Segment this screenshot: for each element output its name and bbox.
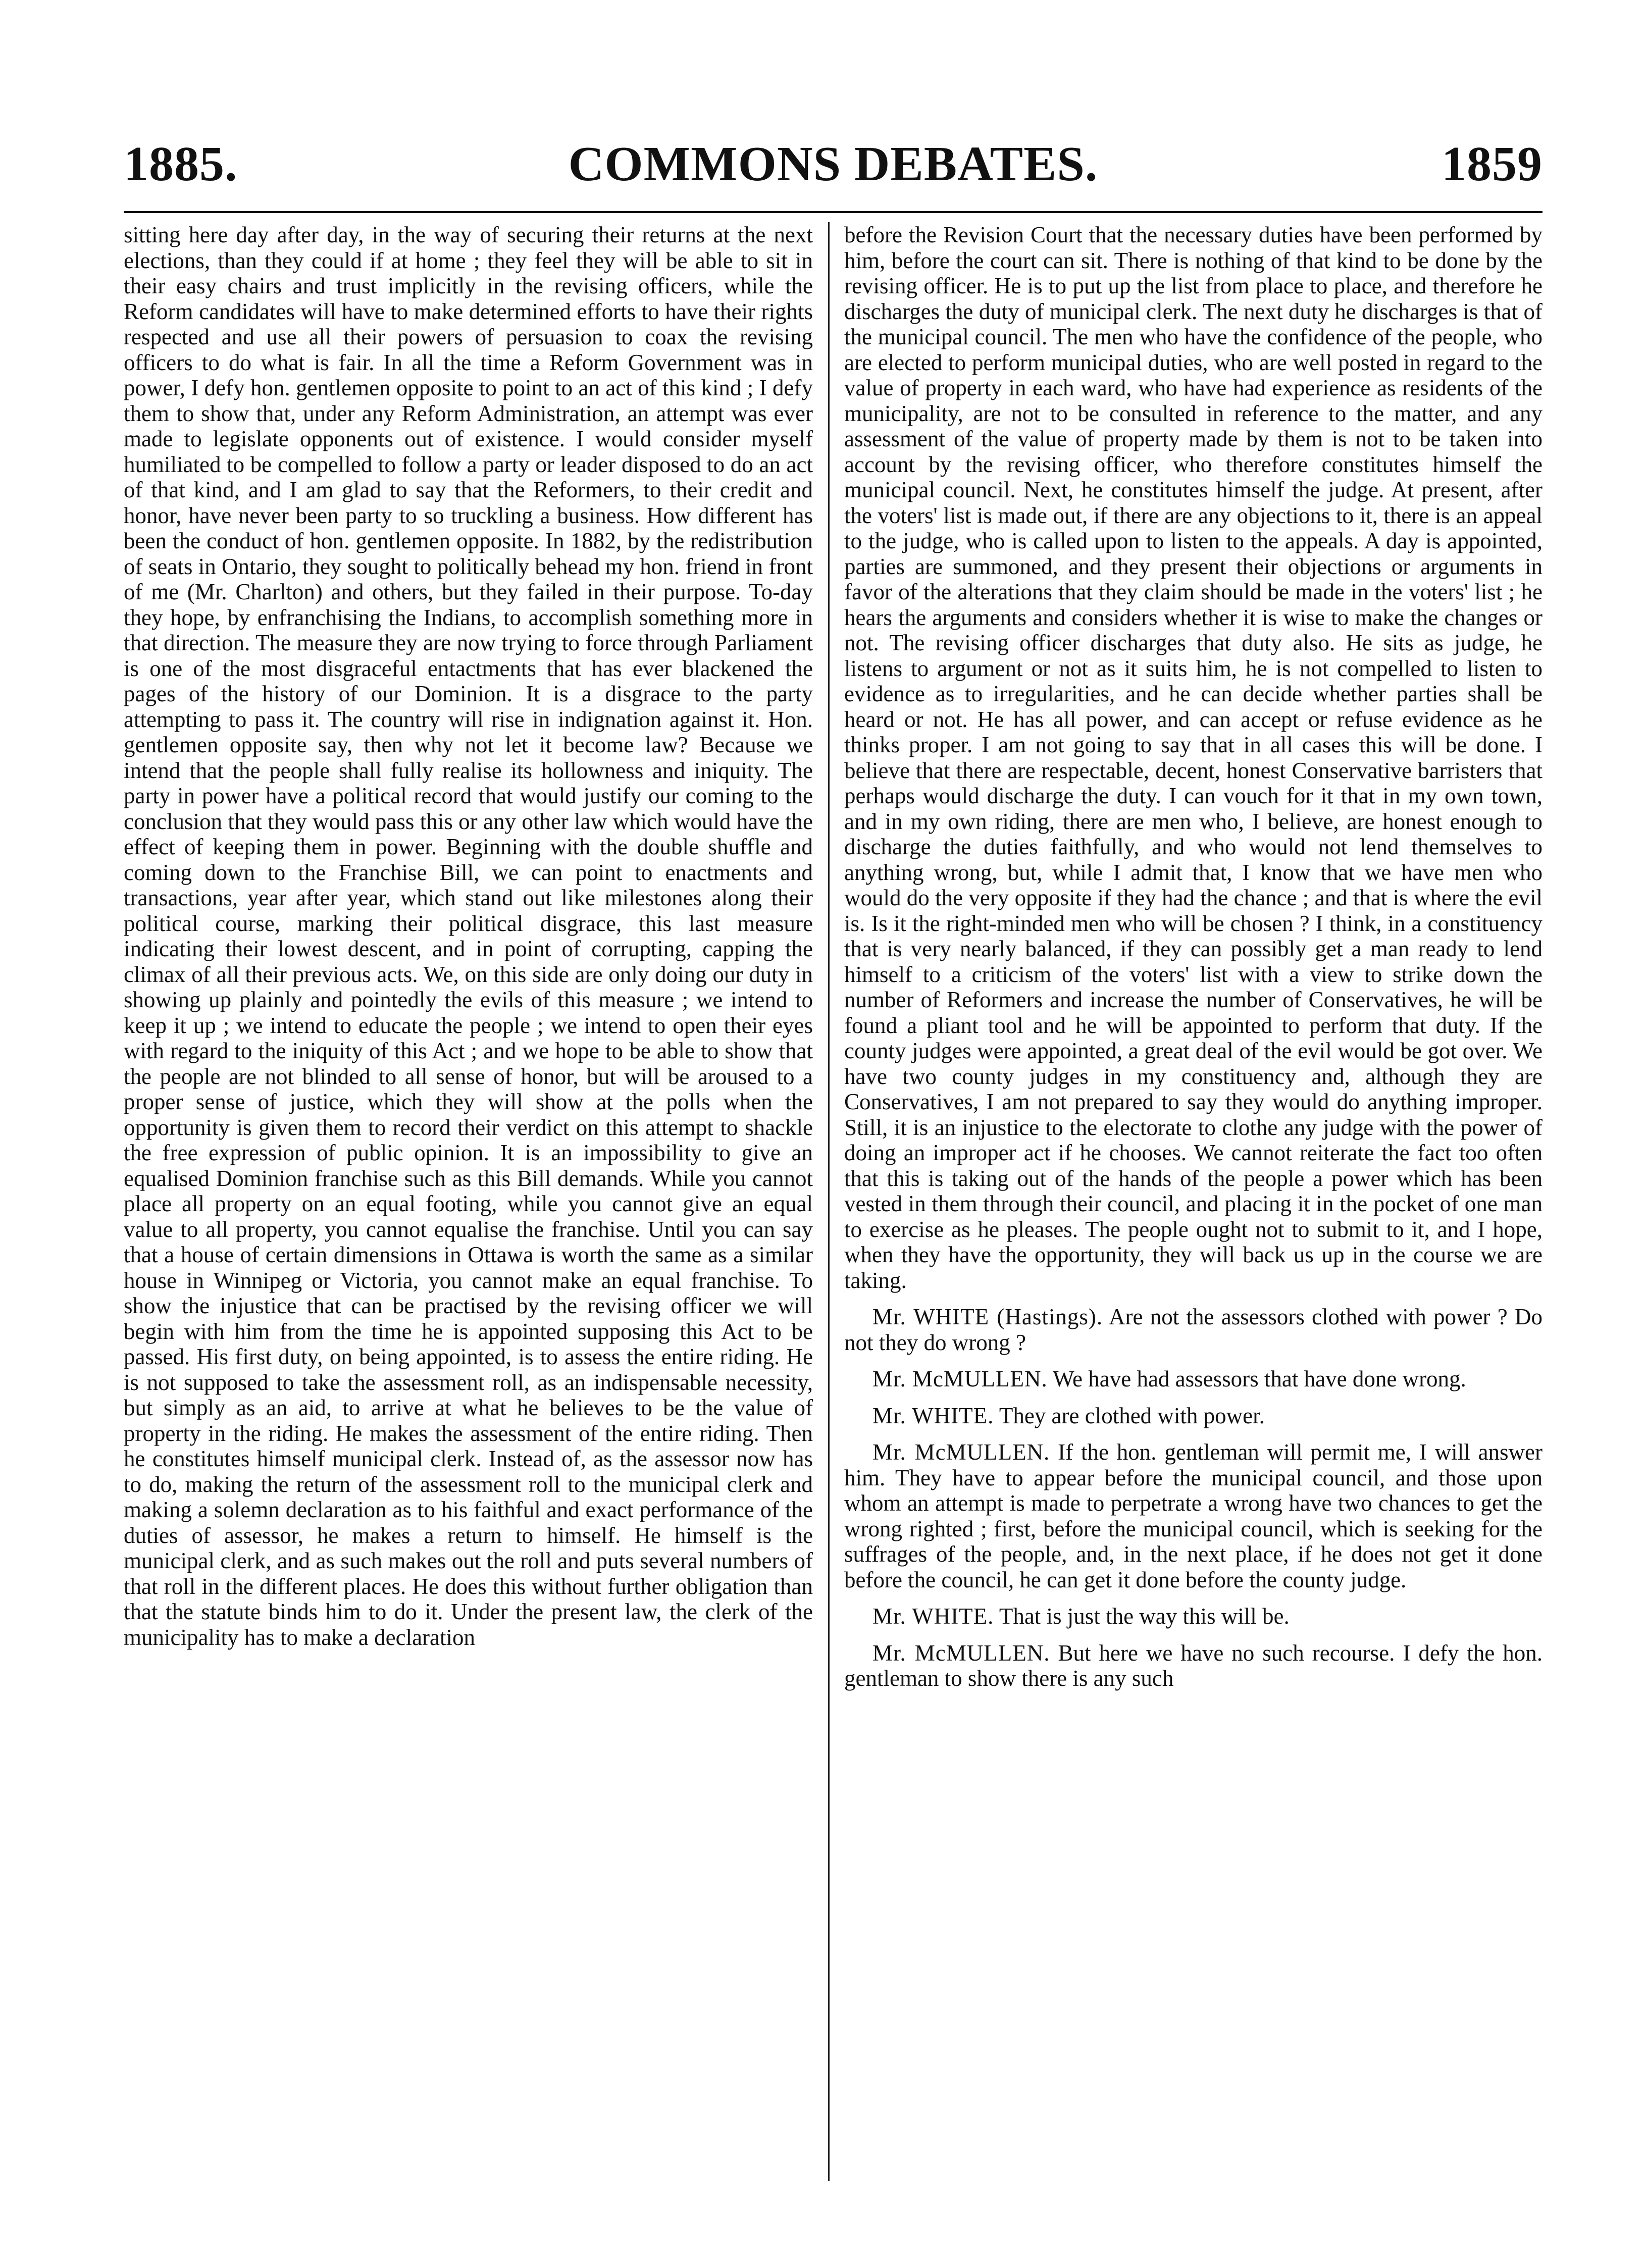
- left-paragraph: sitting here day after day, in the way of securing their returns at the next elections, than they could if at home ; they feel they will be able to sit in their easy chairs and trust implicitly in the revising officers, while the Reform candidates will have to make determined efforts to have their rights respected and use all their powers of persuasion to coax the revising officers to do what is fair. In all the time a Reform Government was in power, I defy hon. gentlemen opposite to point to an act of this kind ; I defy them to show that, under any Reform Administration, an attempt was ever made to legislate opponents out of existence. I would consider myself humiliated to be compelled to follow a party or leader disposed to do an act of that kind, and I am glad to say that the Reformers, to their credit and honor, have never been party to so truckling a business. How different has been the conduct of hon. gentlemen opposite. In 1882, by the redistribution of seats in Ontario, they sought to politically behead my hon. friend in front of me (Mr. Charlton) and others, but they failed in their purpose. To-day they hope, by enfranchising the Indians, to accomplish something more in that direction. The measure they are now trying to force through Parliament is one of the most disgraceful entactments that has ever blackened the pages of the history of our Dominion. It is a disgrace to the party attempting to pass it. The country will rise in indignation against it. Hon. gentlemen opposite say, then why not let it become law? Because we intend that the people shall fully realise its hollowness and iniquity. The party in power have a political record that would justify our coming to the conclusion that they would pass this or any other law which would have the effect of keeping them in power. Beginning with the double shuffle and coming down to the Franchise Bill, we can point to enactments and transactions, year after year, which stand out like milestones along their political course, marking their political disgrace, this last measure indicating their lowest descent, and in point of corrupting, capping the climax of all their previous acts. We, on this side are only doing our duty in showing up plainly and pointedly the evils of this measure ; we intend to keep it up ; we intend to educate the people ; we intend to open their eyes with regard to the iniquity of this Act ; and we hope to be able to show that the people are not blinded to all sense of honor, but will be aroused to a proper sense of justice, which they will show at the polls when the opportunity is given them to record their verdict on this attempt to shackle the free expression of public opinion. It is an impossibility to give an equalised Dominion franchise such as this Bill demands. While you cannot place all property on an equal footing, while you cannot give an equal value to all property, you cannot equalise the franchise. Until you can say that a house of certain dimensions in Ottawa is worth the same as a similar house in Winnipeg or Victoria, you cannot make an equal franchise. To show the injustice that can be practised by the revising officer we will begin with him from the time he is appointed supposing this Act to be passed. His first duty, on being appointed, is to assess the entire riding. He is not supposed to take the assessment roll, as an indispensable necessity, but simply as an aid, to arrive at what he believes to be the value of property in the riding. He makes the assessment of the entire riding. Then he constitutes himself municipal clerk. Instead of, as the assessor now has to do, making the return of the assessment roll to the municipal clerk and making a solemn declaration as to his faithful and exact performance of the duties of assessor, he makes a return to himself. He himself is the municipal clerk, and as such makes out the roll and puts several numbers of that roll in the different places. He does this without further obligation than that the statute binds him to do it. Under the present law, the clerk of the municipality has to make a declaration: [124, 222, 813, 1650]
- column-divider: [828, 222, 830, 2181]
- header-title: COMMONS DEBATES.: [568, 137, 1098, 191]
- speaker-name: Mr. McMULLEN.: [872, 1439, 1050, 1465]
- speaker-name: Mr. WHITE.: [872, 1403, 994, 1428]
- speaker-name: Mr. WHITE (Hastings).: [872, 1304, 1103, 1329]
- speaker-name: Mr. McMULLEN.: [872, 1640, 1050, 1666]
- right-column: [844, 222, 1543, 2191]
- speech-text: Are not the assessors clothed with power ? Do not they do wrong ?: [844, 1304, 1543, 1355]
- speech-white-2: [844, 1604, 1543, 1629]
- left-column: [124, 222, 813, 2191]
- page-header: [124, 136, 1543, 197]
- speaker-name: Mr. McMULLEN.: [872, 1366, 1048, 1391]
- speech-text: But here we have no such recourse. I defy the hon. gentleman to show there is any such: [844, 1640, 1543, 1691]
- speech-white-hastings: [844, 1304, 1543, 1355]
- header-rule: [124, 211, 1543, 213]
- speech-text: They are clothed with power.: [999, 1403, 1265, 1428]
- speech-text: If the hon. gentleman will permit me, I will answer him. They have to appear before the municipal council, and those upon whom an attempt is made to perpetrate a wrong have two chances to get the wrong righted ; first, before the municipal council, which is seeking for the suffrages of the people, and, in the next place, if he does not get it done before the council, he can get it done before the county judge.: [844, 1439, 1543, 1592]
- header-page-number: 1859: [1442, 137, 1543, 191]
- speech-text: We have had assessors that have done wrong.: [1053, 1366, 1466, 1391]
- speaker-name: Mr. WHITE.: [872, 1604, 994, 1629]
- speech-mcmullen-2: [844, 1439, 1543, 1592]
- speech-mcmullen-3: [844, 1640, 1543, 1691]
- right-paragraph: before the Revision Court that the necessary duties have been performed by him, before the court can sit. There is nothing of that kind to be done by the revising officer. He is to put up the list from place to place, and therefore he discharges the duty of municipal clerk. The next duty he discharges is that of the municipal council. The men who have the confidence of the people, who are elected to perform municipal duties, who are well posted in regard to the value of property in each ward, who have had experience as residents of the municipality, are not to be consulted in reference to the matter, and any assessment of the value of property made by them is not to be taken into account by the revising officer, who therefore constitutes himself the municipal council. Next, he constitutes himself the judge. At present, after the voters' list is made out, if there are any objections to it, there is an appeal to the judge, who is called upon to listen to the appeals. A day is appointed, parties are summoned, and they present their objections or arguments in favor of the alterations that they claim should be made in the voters' list ; he hears the arguments and considers whether it is wise to make the changes or not. The revising officer discharges that duty also. He sits as judge, he listens to argument or not as it suits him, he is not compelled to listen to evidence as to irregularities, and he can decide whether parties shall be heard or not. He has all power, and can accept or refuse evidence as he thinks proper. I am not going to say that in all cases this will be done. I believe that there are respectable, decent, honest Conservative barristers that perhaps would discharge the duty. I can vouch for it that in my own town, and in my own riding, there are men who, I believe, are honest enough to discharge the duties faithfully, and who would not lend themselves to anything wrong, but, while I admit that, I know that we have men who would do the very opposite if they had the chance ; and that is where the evil is. Is it the right-minded men who will be chosen ? I think, in a constituency that is very nearly balanced, if they can possibly get a man ready to lend himself to a criticism of the voters' list with a view to strike down the number of Reformers and increase the number of Conservatives, he will be found a pliant tool and he will be appointed to perform that duty. If the county judges were appointed, a great deal of the evil would be got over. We have two county judges in my constituency and, although they are Conservatives, I am not prepared to say they would do anything improper. Still, it is an injustice to the electorate to clothe any judge with the power of doing an improper act if he chooses. We cannot reiterate the fact too often that this is taking out of the hands of the people a power which has been vested in them through their council, and placing it in the pocket of one man to exercise as he pleases. The people ought not to submit to it, and I hope, when they have the opportunity, they will back us up in the course we are taking.: [844, 222, 1543, 1293]
- header-year: 1885.: [124, 137, 238, 191]
- speech-white-1: [844, 1403, 1543, 1429]
- speech-mcmullen-1: [844, 1366, 1543, 1392]
- speech-text: That is just the way this will be.: [999, 1604, 1290, 1629]
